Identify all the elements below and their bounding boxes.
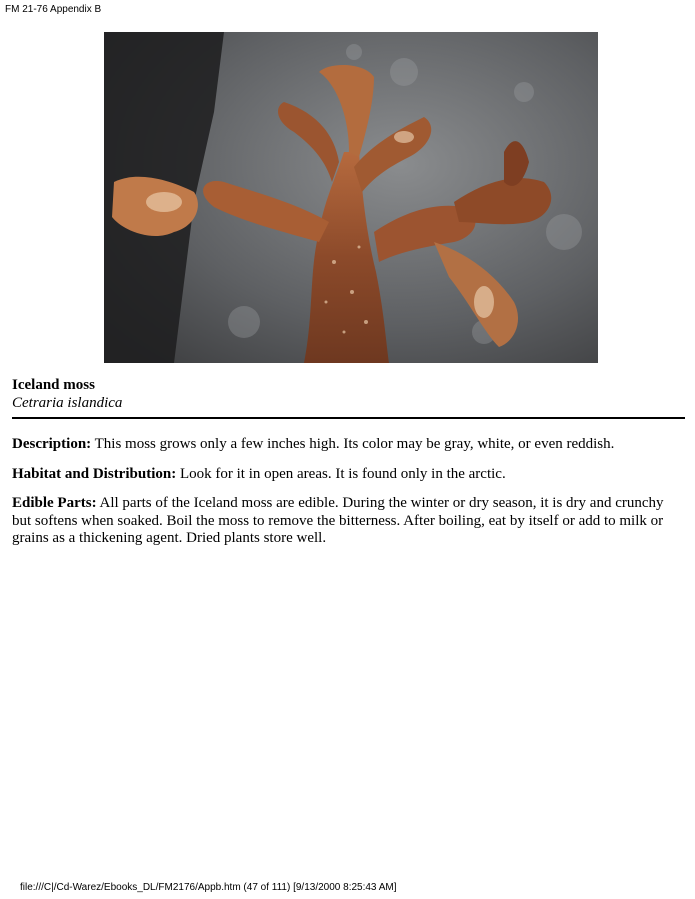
plant-details <box>12 436 685 560</box>
plant-title-block <box>12 376 122 413</box>
edible-parts-paragraph <box>12 495 685 548</box>
moss-illustration <box>104 32 598 363</box>
habitat-label: Habitat and Distribution: <box>12 465 177 482</box>
section-divider <box>12 417 685 419</box>
edible-parts-text: All parts of the Iceland moss are edible. During the winter or dry season, it is dry and crunchy but softens when soaked. Boil the moss to remove the bitterness. After boiling, eat by itself or add to milk or grains as a thickening agent. Dried plants store well. <box>12 495 664 546</box>
plant-latin-name: Cetraria islandica <box>12 395 123 411</box>
page-footer: file:///C|/Cd-Warez/Ebooks_DL/FM2176/Appb.htm (47 of 111) [9/13/2000 8:25:43 AM] <box>20 882 397 893</box>
habitat-text: Look for it in open areas. It is found only in the arctic. <box>176 465 506 482</box>
edible-parts-label: Edible Parts: <box>12 495 97 511</box>
habitat-paragraph <box>12 466 685 484</box>
description-paragraph <box>12 436 685 454</box>
iceland-moss-photo <box>104 32 598 363</box>
plant-common-name: Iceland moss <box>12 377 95 393</box>
description-text: This moss grows only a few inches high. Its color may be gray, white, or even reddish. <box>91 436 615 452</box>
page-header: FM 21-76 Appendix B <box>5 4 102 15</box>
description-label: Description: <box>12 436 92 452</box>
